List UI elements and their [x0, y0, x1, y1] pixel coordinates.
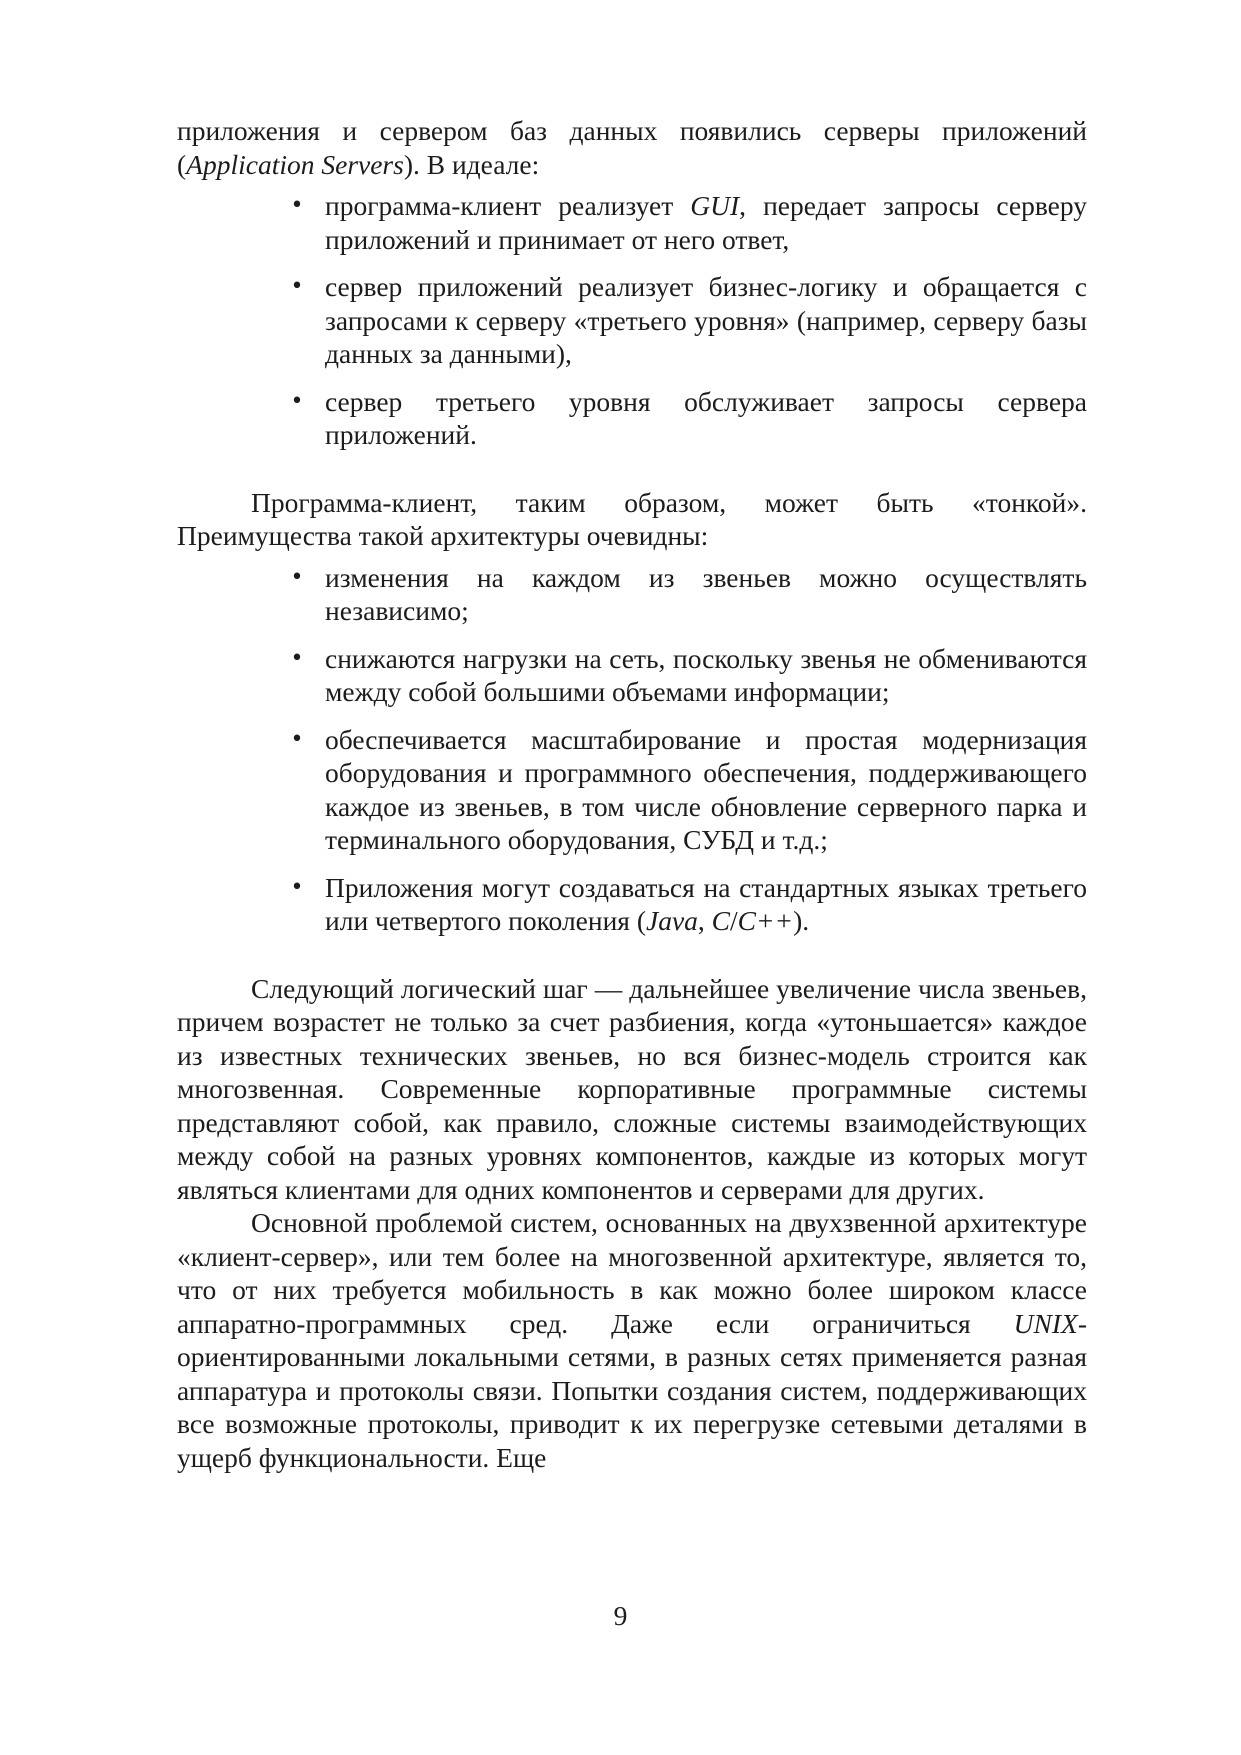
bullet-icon: • — [290, 274, 304, 299]
list-item: • сервер третьего уровня обслуживает запросы сервера приложений. — [325, 385, 1087, 452]
thin-client-paragraph: Программа-клиент, таким образом, может быть «тонкой». Преимущества такой архитектуры очевидны: — [177, 486, 1087, 551]
list-item: • сервер приложений реализует бизнес-логику и обращается с запросами к серверу «третьего уровня» (например, серверу базы данных за данными), — [325, 270, 1087, 371]
bullet-icon: • — [290, 726, 304, 752]
bullet-icon: • — [290, 388, 304, 414]
main-problem-paragraph: Основной проблемой систем, основанных на двухзвенной архитектуре «клиент-сервер», или тем более на многозвенной архитектуре, является то, что от них требуется мобильность в как можно более широком классе аппаратно-программных сред. Даже если ограничиться UNIX-ориентированными локальными сетями, в разных сетях применяется разная аппаратура и протоколы связи. Попытки создания систем, поддерживающих все возможные протоколы, приводит к их перегрузке сетевыми деталями в ущерб функциональности. Еще — [177, 1207, 1087, 1473]
list-item: • программа-клиент реализует GUI, передает запросы серверу приложений и принимает от него ответ, — [325, 189, 1087, 256]
page-number: 9 — [613, 1600, 628, 1631]
intro-text-1: приложения и сервером баз данных появились серверы приложений ( — [177, 115, 1087, 180]
bullet-icon: • — [290, 645, 304, 671]
ideal-list — [177, 189, 1087, 452]
intro-paragraph — [177, 114, 1087, 181]
bullet-icon: • — [290, 564, 304, 590]
bullet-icon: • — [290, 193, 304, 218]
list-item: • обеспечивается масштабирование и простая модернизация оборудования и программного обеспечения, поддерживающего каждое из звеньев, в том числе обновление серверного парка и терминального оборудования, СУБД и т.д.; — [325, 723, 1087, 857]
list-item: • снижаются нагрузки на сеть, поскольку звенья не обмениваются между собой большими объемами информации; — [325, 642, 1087, 709]
next-step-paragraph: Следующий логический шаг — дальнейшее увеличение числа звеньев, причем возрастет не только за счет разбиения, когда «утоньшается» каждое из известных технических звеньев, но вся бизнес-модель строится как многозвенная. Современные корпоративные программные системы представляют собой, как правило, сложные системы взаимодействующих между собой на разных уровнях компонентов, каждые из которых могут являться клиентами для одних компонентов и серверами для других. — [177, 972, 1087, 1205]
intro-text-2: ). В идеале: — [403, 148, 540, 180]
advantages-list — [177, 561, 1087, 938]
intro-italic-term: Application Servers — [186, 148, 404, 180]
list-item: • изменения на каждом из звеньев можно осуществлять независимо; — [325, 561, 1087, 628]
bullet-icon: • — [290, 874, 304, 900]
page-body — [177, 114, 1087, 1474]
list-item: • Приложения могут создаваться на стандартных языках третьего или четвертого поколения (Java, C/C++). — [325, 871, 1087, 938]
